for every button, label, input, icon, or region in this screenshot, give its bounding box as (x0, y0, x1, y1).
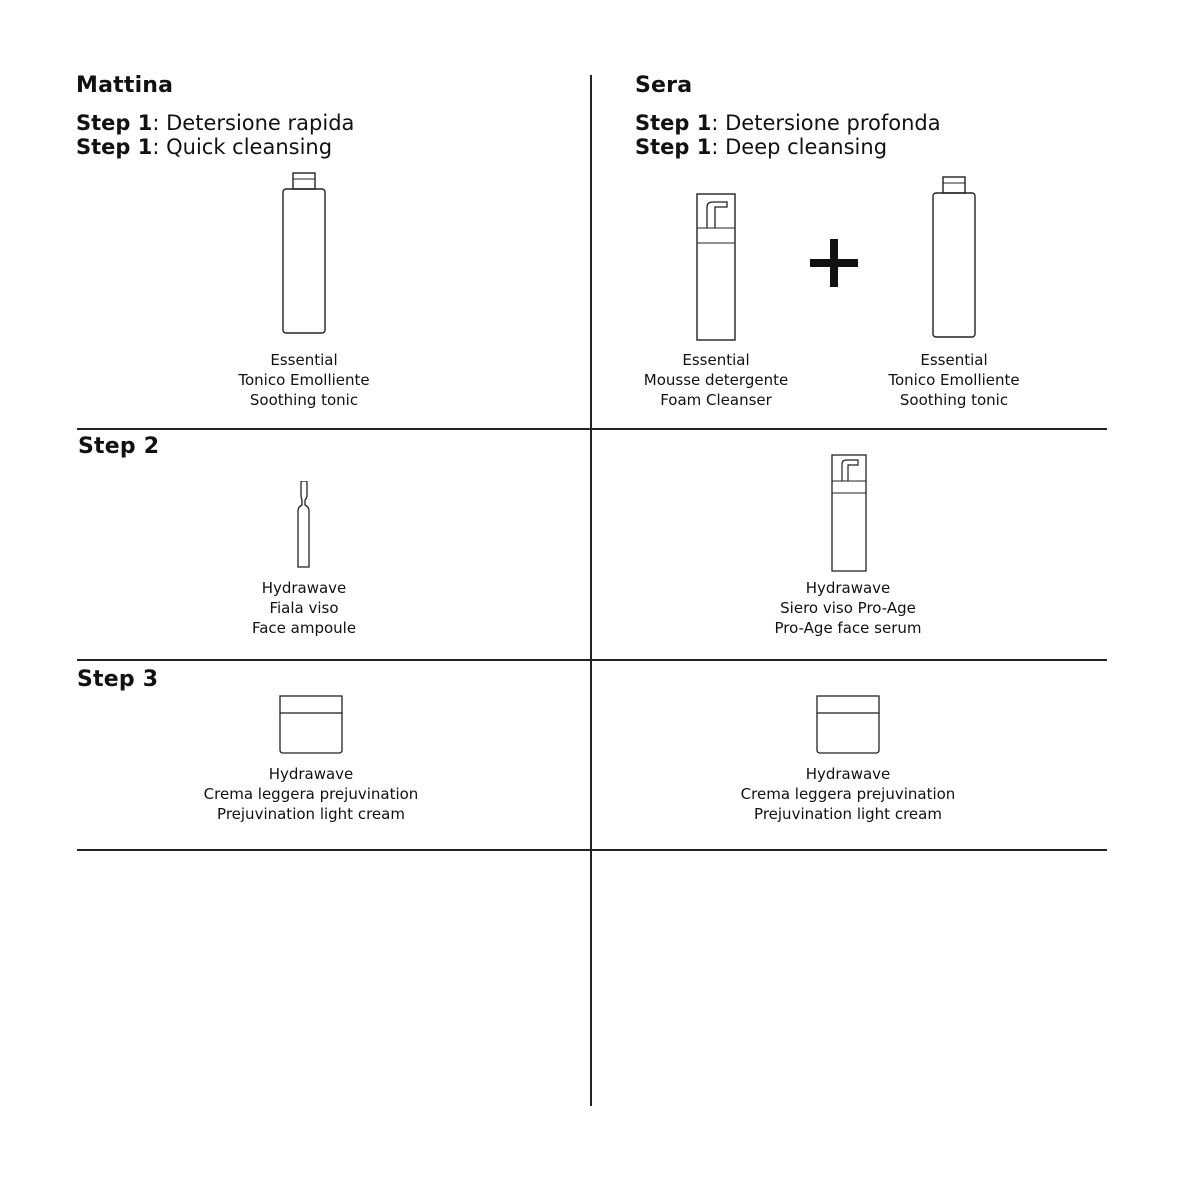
product-name-english: Foam Cleanser (660, 391, 772, 409)
tall-bottle-icon (929, 176, 979, 340)
morning-step3-product-caption (161, 764, 461, 824)
step2-label: Step 2 (78, 434, 160, 459)
morning-title: Mattina (76, 73, 174, 98)
product-name-english: Prejuvination light cream (754, 805, 942, 823)
morning-step1-italian: Step 1: Detersione rapida (76, 111, 355, 135)
product-brand: Essential (920, 351, 988, 369)
plus-icon (809, 238, 859, 288)
evening-step3-product-caption (698, 764, 998, 824)
product-name-italian: Crema leggera prejuvination (203, 785, 419, 803)
product-brand: Essential (270, 351, 338, 369)
ampoule-icon (293, 481, 315, 569)
center-divider (590, 75, 592, 1106)
product-name-english: Pro-Age face serum (774, 619, 922, 637)
product-name-english: Prejuvination light cream (217, 805, 405, 823)
product-name-english: Soothing tonic (899, 391, 1009, 409)
tall-bottle-icon (279, 172, 329, 336)
product-name-italian: Tonico Emolliente (888, 371, 1020, 389)
product-name-italian: Mousse detergente (643, 371, 789, 389)
product-brand: Hydrawave (805, 765, 891, 783)
product-name-italian: Tonico Emolliente (238, 371, 370, 389)
product-name-english: Soothing tonic (249, 391, 359, 409)
product-name-italian: Fiala viso (269, 599, 339, 617)
serum-pump-bottle-icon (830, 454, 868, 572)
evening-step1-italian: Step 1: Detersione profonda (635, 111, 941, 135)
product-brand: Hydrawave (805, 579, 891, 597)
product-brand: Hydrawave (261, 579, 347, 597)
product-name-italian: Crema leggera prejuvination (740, 785, 956, 803)
evening-title: Sera (635, 73, 693, 98)
evening-step1-english: Step 1: Deep cleansing (635, 135, 888, 159)
cream-jar-icon (278, 695, 344, 755)
row-divider-step1 (77, 428, 1107, 430)
foam-pump-bottle-icon (694, 193, 738, 341)
product-name-italian: Siero viso Pro-Age (780, 599, 916, 617)
evening-step1-tonic-caption (804, 350, 1104, 410)
row-divider-step3 (77, 849, 1107, 851)
row-divider-step2 (77, 659, 1107, 661)
morning-step1-product-caption (154, 350, 454, 410)
product-brand: Hydrawave (268, 765, 354, 783)
step3-label: Step 3 (77, 667, 159, 692)
morning-step2-product-caption (154, 578, 454, 638)
morning-step1-english: Step 1: Quick cleansing (76, 135, 333, 159)
evening-step2-product-caption (698, 578, 998, 638)
product-name-english: Face ampoule (251, 619, 357, 637)
cream-jar-icon (815, 695, 881, 755)
product-brand: Essential (682, 351, 750, 369)
